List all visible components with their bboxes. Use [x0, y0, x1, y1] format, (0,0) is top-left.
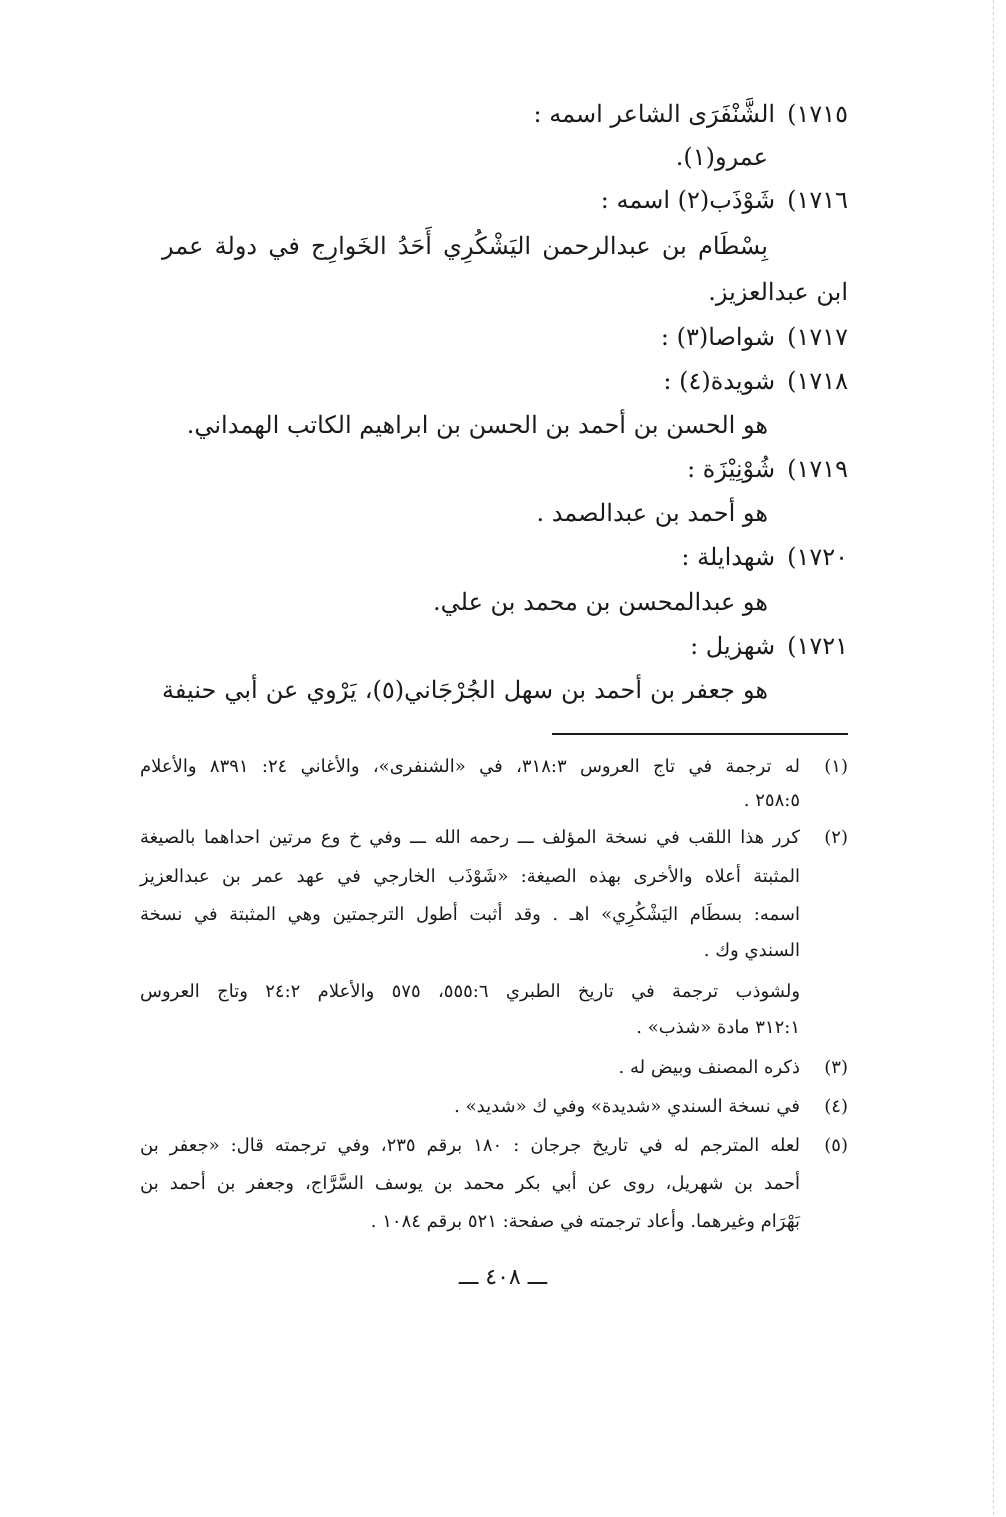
- entry-1720: [681, 540, 848, 574]
- entry-heading: شُوْنِيْزَة :: [687, 455, 776, 483]
- footnote-5-line1: لعله المترجم له في تاريخ جرجان : ١٨٠ برقم ٢٣٥، وفي ترجمته قال: «جعفر بن: [140, 1135, 801, 1156]
- entry-heading: الشَّنْفَرَى الشاعر اسمه :: [533, 100, 776, 128]
- entry-1721-body: هو جعفر بن أحمد بن سهل الجُرْجَاني(٥)، يَرْوي عن أبي حنيفة: [162, 676, 768, 704]
- footnote-2-line2: المثبتة أعلاه والأخرى بهذه الصيغة: «شَوْذَب الخارجي في عهد عمر بن عبدالعزيز: [140, 866, 800, 887]
- footnote-2-line6: ٣١٢:١ مادة «شذب» .: [636, 1017, 800, 1038]
- entry-1715: [534, 97, 849, 131]
- entry-1716: [601, 183, 848, 217]
- entry-1719-body: هو أحمد بن عبدالصمد .: [536, 499, 768, 527]
- entry-heading: شواصا(٣) :: [660, 323, 776, 351]
- entry-1720-body: هو عبدالمحسن بن محمد بن علي.: [432, 588, 768, 616]
- entry-number: ١٧١٨): [787, 367, 848, 395]
- entry-1718-body: هو الحسن بن أحمد بن الحسن بن ابراهيم الكاتب الهمداني.: [186, 411, 768, 439]
- entry-1716-body-line1: بِسْطَام بن عبدالرحمن اليَشْكُرِي أَحَدُ الخَوارِج في دولة عمر: [162, 232, 768, 260]
- footnote-2-line5: ولشوذب ترجمة في تاريخ الطبري ٥٥٥:٦، ٥٧٥ والأعلام ٢٤:٢ وتاج العروس: [140, 981, 801, 1002]
- footnote-2-line3: اسمه: بسطَام اليَشْكُرِي» اهـ . وقد أثبت أطول الترجمتين وهي المثبتة في نسخة: [140, 904, 800, 925]
- entry-heading: شهزيل :: [690, 632, 776, 660]
- entry-1719: [687, 452, 848, 486]
- entry-heading: شويدة(٤) :: [663, 367, 776, 395]
- entry-1717: [661, 320, 848, 354]
- footnote-2-line1: كرر هذا اللقب في نسخة المؤلف ـــ رحمه الله ـــ وفي خ وع مرتين احداهما بالصيغة: [140, 827, 800, 848]
- footnote-separator: [552, 733, 848, 735]
- entry-number: ١٧١٩): [787, 455, 848, 483]
- scan-edge: [993, 0, 994, 1517]
- footnote-4-number: (٤): [824, 1096, 848, 1117]
- footnote-1-number: (١): [824, 756, 848, 777]
- page-number: ـــ ٤٠٨ ـــ: [458, 1265, 548, 1290]
- footnote-5-line3: بَهْرَام وغيرهما. وأعاد ترجمته في صفحة: ٥٢١ برقم ١٠٨٤ .: [370, 1211, 800, 1232]
- entry-number: ١٧١٥): [787, 100, 848, 128]
- entry-1721: [690, 629, 848, 663]
- footnote-5-line2: أحمد بن شهريل، روى عن أبي بكر محمد بن يوسف السَّرَّاج، وجعفر بن أحمد بن: [140, 1173, 800, 1194]
- entry-1716-body-line2: ابن عبدالعزيز.: [708, 278, 848, 306]
- entry-number: ١٧٢٠): [787, 543, 848, 571]
- entry-1718: [663, 364, 848, 398]
- entry-heading: شَوْذَب(٢) اسمه :: [600, 186, 776, 214]
- footnote-2-number: (٢): [824, 827, 848, 848]
- entry-number: ١٧١٧): [787, 323, 848, 351]
- footnote-1-line1: له ترجمة في تاج العروس ٣١٨:٣، في «الشنفرى»، والأغاني ٢٤: ٨٣٩١ والأعلام: [140, 756, 801, 777]
- footnote-1-line2: ٢٥٨:٥ .: [743, 790, 800, 811]
- footnote-3-line1: ذكره المصنف وبيض له .: [618, 1057, 800, 1078]
- footnote-3-number: (٣): [824, 1057, 848, 1078]
- entry-number: ١٧١٦): [787, 186, 848, 214]
- entry-number: ١٧٢١): [787, 632, 848, 660]
- entry-1715-body: عمرو(١).: [675, 143, 768, 171]
- footnote-4-line1: في نسخة السندي «شديدة» وفي ك «شديد» .: [454, 1096, 800, 1117]
- entry-heading: شهدايلة :: [681, 543, 776, 571]
- footnote-2-line4: السندي وك .: [703, 940, 800, 961]
- footnote-5-number: (٥): [824, 1135, 848, 1156]
